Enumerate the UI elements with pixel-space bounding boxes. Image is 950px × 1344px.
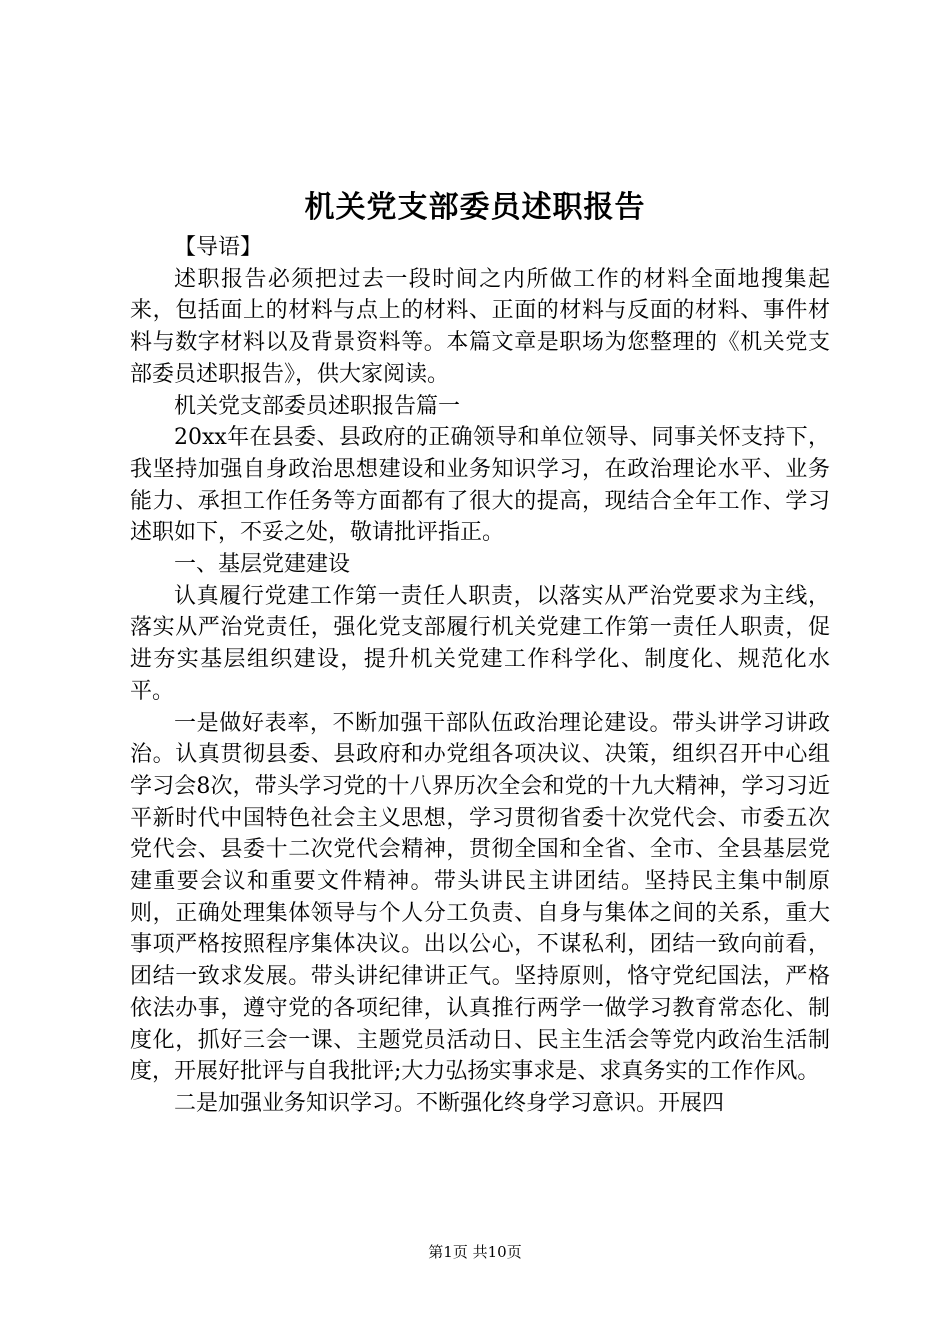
document-body — [130, 232, 830, 1120]
intro-heading: 【导语】 — [174, 235, 263, 260]
page-footer: 第1页 共10页 — [428, 1243, 522, 1261]
subsection-heading: 一、基层党建建设 — [174, 552, 351, 578]
intro-paragraph: 述职报告必须把过去一段时间之内所做工作的材料全面地搜集起来，包括面上的材料与点上的材料、正面的材料与反面的材料、事件材料与数字材料以及背景资料等。本篇文章是职场为您整理的《机关党支部委员述职报告》，供大家阅读。 — [130, 266, 830, 387]
body-paragraph: 二是加强业务知识学习。不断强化终身学习意识。开展四 — [174, 1090, 725, 1116]
body-paragraph: 认真履行党建工作第一责任人职责，以落实从严治党要求为主线，落实从严治党责任，强化党支部履行机关党建工作第一责任人职责，促进夯实基层组织建设，提升机关党建工作科学化、制度化、规范化水平。 — [130, 583, 830, 704]
document-title: 机关党支部委员述职报告 — [304, 190, 646, 225]
section-title: 机关党支部委员述职报告篇一 — [174, 393, 461, 419]
body-paragraph: 一是做好表率，不断加强干部队伍政治理论建设。带头讲学习讲政治。认真贯彻县委、县政府和办党组各项决议、决策，组织召开中心组学习会8次，带头学习党的十八界历次全会和党的十九大精神，学习习近平新时代中国特色社会主义思想，学习贯彻省委十次党代会、市委五次党代会、县委十二次党代会精神，贯彻全国和全省、全市、全县基层党建重要会议和重要文件精神。带头讲民主讲团结。坚持民主集中制原则，正确处理集体领导与个人分工负责、自身与集体之间的关系，重大事项严格按照程序集体决议。出以公心，不谋私利，团结一致向前看，团结一致求发展。带头讲纪律讲正气。坚持原则，恪守党纪国法，严格依法办事，遵守党的各项纪律，认真推行两学一做学习教育常态化、制度化，抓好三会一课、主题党员活动日、民主生活会等党内政治生活制度，开展好批评与自我批评;大力弘扬实事求是、求真务实的工作作风。 — [130, 710, 830, 1085]
opening-paragraph: 20xx年在县委、县政府的正确领导和单位领导、同事关怀支持下，我坚持加强自身政治思想建设和业务知识学习，在政治理论水平、业务能力、承担工作任务等方面都有了很大的提高，现结合全年工作、学习述职如下，不妥之处，敬请批评指正。 — [130, 425, 830, 546]
